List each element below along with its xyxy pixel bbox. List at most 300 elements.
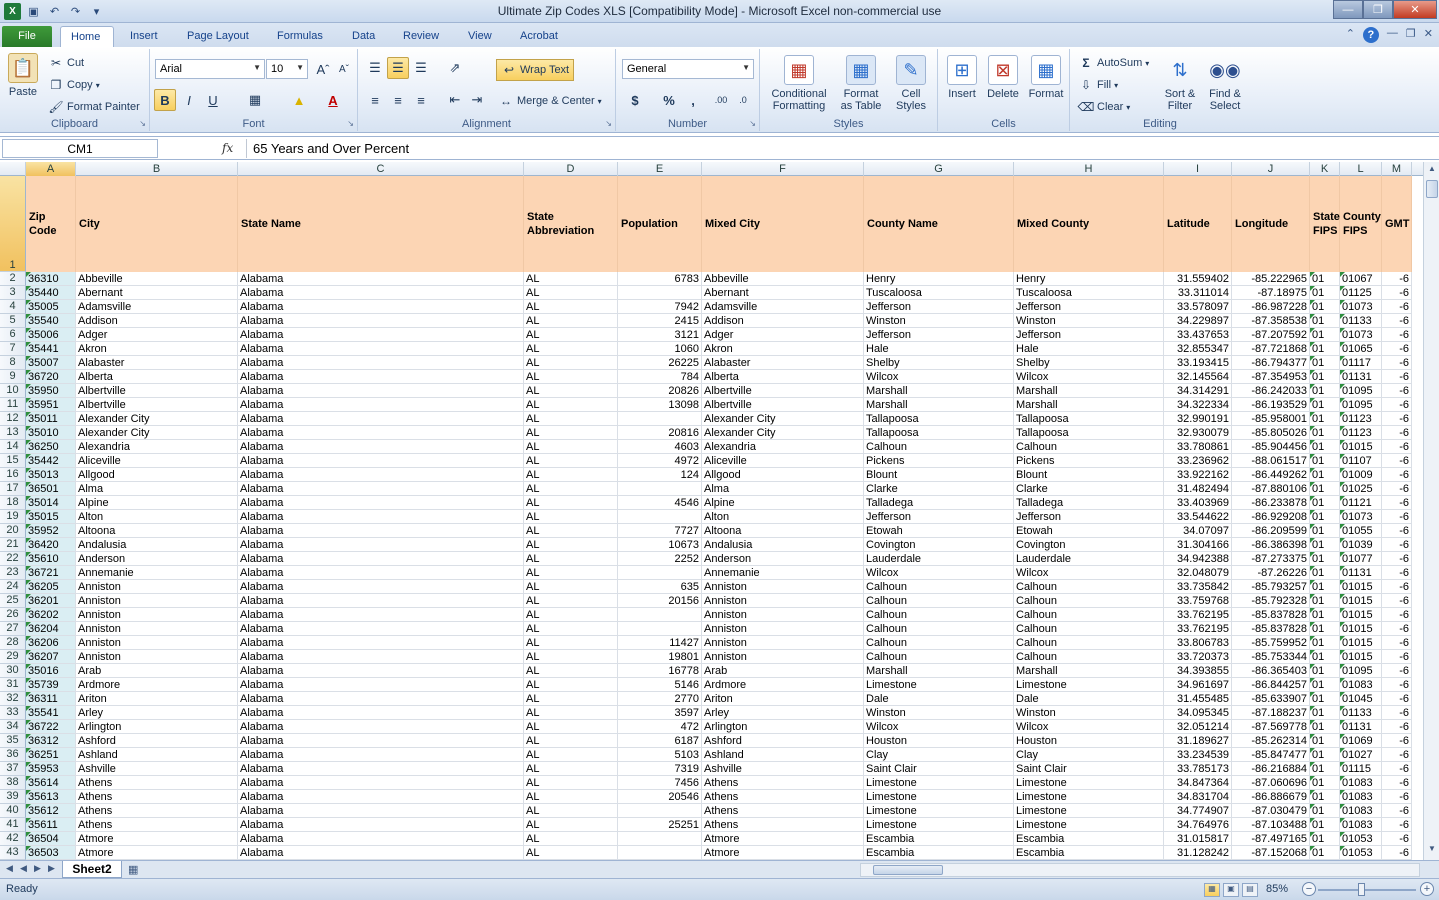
cell[interactable]: -87.569778: [1232, 720, 1310, 734]
cell[interactable]: 36207: [26, 650, 76, 664]
page-layout-view-icon[interactable]: ▣: [1223, 883, 1239, 897]
cell[interactable]: Annemanie: [76, 566, 238, 580]
cell[interactable]: -6: [1382, 762, 1412, 776]
cell[interactable]: Alabama: [238, 762, 524, 776]
cell[interactable]: Arlington: [76, 720, 238, 734]
cell[interactable]: 01: [1310, 328, 1340, 342]
font-name-combo[interactable]: Arial ▼: [155, 59, 265, 79]
cell[interactable]: 34.764976: [1164, 818, 1232, 832]
cell[interactable]: 01: [1310, 468, 1340, 482]
copy-button[interactable]: ❐ Copy ▾: [48, 77, 100, 93]
cell[interactable]: Jefferson: [1014, 328, 1164, 342]
cell[interactable]: 33.785173: [1164, 762, 1232, 776]
cell[interactable]: Alabama: [238, 692, 524, 706]
cell[interactable]: 01: [1310, 440, 1340, 454]
cell[interactable]: Alabama: [238, 566, 524, 580]
cell[interactable]: 01: [1310, 566, 1340, 580]
cell[interactable]: Marshall: [864, 384, 1014, 398]
cell[interactable]: 01067: [1340, 272, 1382, 286]
cell[interactable]: Limestone: [864, 678, 1014, 692]
cell[interactable]: 35739: [26, 678, 76, 692]
cell[interactable]: 01: [1310, 370, 1340, 384]
cell[interactable]: [618, 622, 702, 636]
cell[interactable]: Winston: [864, 314, 1014, 328]
cell[interactable]: Covington: [1014, 538, 1164, 552]
cell[interactable]: Alabama: [238, 706, 524, 720]
cell[interactable]: Lauderdale: [864, 552, 1014, 566]
cell[interactable]: Alexander City: [702, 412, 864, 426]
cell[interactable]: Alabama: [238, 370, 524, 384]
minimize-ribbon-icon[interactable]: ⌃: [1345, 28, 1355, 40]
delete-cells-button[interactable]: ⊠ Delete: [984, 55, 1022, 100]
cell[interactable]: AL: [524, 272, 618, 286]
align-middle-icon[interactable]: ☰: [387, 57, 409, 79]
cell[interactable]: Arlington: [702, 720, 864, 734]
clear-button[interactable]: ⌫ Clear ▾: [1077, 100, 1131, 114]
cell[interactable]: -6: [1382, 678, 1412, 692]
cell[interactable]: Alabama: [238, 286, 524, 300]
horizontal-scroll-thumb[interactable]: [873, 865, 943, 875]
cell[interactable]: -6: [1382, 328, 1412, 342]
cell[interactable]: -6: [1382, 720, 1412, 734]
next-sheet-icon[interactable]: ▶: [34, 863, 41, 873]
cell[interactable]: Tallapoosa: [864, 412, 1014, 426]
cell[interactable]: 36310: [26, 272, 76, 286]
cell[interactable]: Athens: [76, 776, 238, 790]
cell[interactable]: AL: [524, 566, 618, 580]
cell[interactable]: 01: [1310, 636, 1340, 650]
cell[interactable]: 35951: [26, 398, 76, 412]
cell[interactable]: 01: [1310, 496, 1340, 510]
scroll-up-icon[interactable]: ▲: [1428, 164, 1436, 173]
cell[interactable]: Marshall: [1014, 664, 1164, 678]
cell[interactable]: 32.048079: [1164, 566, 1232, 580]
cell[interactable]: Alabama: [238, 300, 524, 314]
cell[interactable]: 31.455485: [1164, 692, 1232, 706]
cell[interactable]: 01: [1310, 552, 1340, 566]
cell[interactable]: 01: [1310, 804, 1340, 818]
cell[interactable]: Henry: [1014, 272, 1164, 286]
tab-acrobat[interactable]: Acrobat: [520, 30, 558, 42]
cell[interactable]: Alabama: [238, 818, 524, 832]
cell[interactable]: -6: [1382, 510, 1412, 524]
row-header[interactable]: 7: [0, 342, 26, 356]
cell[interactable]: Ardmore: [702, 678, 864, 692]
cell[interactable]: Clarke: [1014, 482, 1164, 496]
row-header[interactable]: 37: [0, 762, 26, 776]
doc-restore-icon[interactable]: ❐: [1405, 28, 1416, 40]
cell[interactable]: Alton: [702, 510, 864, 524]
row-header[interactable]: 38: [0, 776, 26, 790]
cell[interactable]: -6: [1382, 426, 1412, 440]
cell[interactable]: Escambia: [864, 832, 1014, 846]
row-header[interactable]: 12: [0, 412, 26, 426]
cell[interactable]: 31.189627: [1164, 734, 1232, 748]
row-header[interactable]: 13: [0, 426, 26, 440]
cell[interactable]: Calhoun: [864, 650, 1014, 664]
cell[interactable]: Alabama: [238, 356, 524, 370]
column-header-j[interactable]: J: [1232, 162, 1310, 176]
cell[interactable]: -87.188237: [1232, 706, 1310, 720]
cell[interactable]: -87.207592: [1232, 328, 1310, 342]
header-cell[interactable]: Mixed County: [1014, 176, 1164, 272]
cell[interactable]: 36204: [26, 622, 76, 636]
header-cell[interactable]: Latitude: [1164, 176, 1232, 272]
cell[interactable]: 35614: [26, 776, 76, 790]
cell[interactable]: Alpine: [76, 496, 238, 510]
cell[interactable]: 33.762195: [1164, 608, 1232, 622]
cell[interactable]: 35005: [26, 300, 76, 314]
cell[interactable]: 34.774907: [1164, 804, 1232, 818]
cell[interactable]: 01: [1310, 412, 1340, 426]
row-header[interactable]: 32: [0, 692, 26, 706]
cell[interactable]: 35013: [26, 468, 76, 482]
column-header-f[interactable]: F: [702, 162, 864, 176]
header-cell[interactable]: Population: [618, 176, 702, 272]
cell[interactable]: 36503: [26, 846, 76, 860]
cell[interactable]: Tuscaloosa: [1014, 286, 1164, 300]
cell[interactable]: 36206: [26, 636, 76, 650]
cell[interactable]: -6: [1382, 706, 1412, 720]
cell[interactable]: 784: [618, 370, 702, 384]
close-button[interactable]: ✕: [1393, 0, 1437, 19]
cell[interactable]: 01015: [1340, 650, 1382, 664]
row-header[interactable]: 27: [0, 622, 26, 636]
cell[interactable]: 01025: [1340, 482, 1382, 496]
cell[interactable]: -6: [1382, 692, 1412, 706]
doc-close-icon[interactable]: ✕: [1423, 28, 1433, 40]
cell[interactable]: -87.880106: [1232, 482, 1310, 496]
cell[interactable]: 36722: [26, 720, 76, 734]
cell[interactable]: 3597: [618, 706, 702, 720]
formula-input[interactable]: 65 Years and Over Percent: [246, 139, 1425, 158]
cell[interactable]: Anniston: [702, 650, 864, 664]
cell[interactable]: 01125: [1340, 286, 1382, 300]
cell[interactable]: Andalusia: [76, 538, 238, 552]
cell[interactable]: 16778: [618, 664, 702, 678]
insert-cells-button[interactable]: ⊞ Insert: [944, 55, 980, 100]
cell[interactable]: 01015: [1340, 580, 1382, 594]
cell[interactable]: Limestone: [864, 790, 1014, 804]
row-header[interactable]: 4: [0, 300, 26, 314]
align-right-icon[interactable]: ≡: [417, 92, 425, 108]
cell[interactable]: Alexandria: [702, 440, 864, 454]
cell[interactable]: 36721: [26, 566, 76, 580]
row-header[interactable]: 2: [0, 272, 26, 286]
cell[interactable]: 01095: [1340, 384, 1382, 398]
tab-file[interactable]: File: [2, 26, 52, 47]
cell[interactable]: 01: [1310, 734, 1340, 748]
cell[interactable]: 01: [1310, 524, 1340, 538]
cell[interactable]: 01073: [1340, 510, 1382, 524]
cell[interactable]: -85.792328: [1232, 594, 1310, 608]
cell[interactable]: Marshall: [1014, 398, 1164, 412]
cell[interactable]: Athens: [702, 804, 864, 818]
cell[interactable]: Arab: [702, 664, 864, 678]
cell[interactable]: Saint Clair: [864, 762, 1014, 776]
cell[interactable]: Alabama: [238, 496, 524, 510]
cell[interactable]: 34.831704: [1164, 790, 1232, 804]
cell[interactable]: Alabama: [238, 636, 524, 650]
cell[interactable]: -86.193529: [1232, 398, 1310, 412]
cell[interactable]: Jefferson: [864, 328, 1014, 342]
cell[interactable]: -6: [1382, 566, 1412, 580]
cell[interactable]: 36311: [26, 692, 76, 706]
cell[interactable]: 25251: [618, 818, 702, 832]
cell[interactable]: Calhoun: [1014, 636, 1164, 650]
cell[interactable]: Alabama: [238, 426, 524, 440]
cell[interactable]: Ashville: [76, 762, 238, 776]
cell[interactable]: AL: [524, 482, 618, 496]
cell[interactable]: -6: [1382, 664, 1412, 678]
cell[interactable]: Abernant: [702, 286, 864, 300]
cell[interactable]: 33.437653: [1164, 328, 1232, 342]
cell[interactable]: 26225: [618, 356, 702, 370]
cell[interactable]: Alabama: [238, 398, 524, 412]
cell[interactable]: -87.103488: [1232, 818, 1310, 832]
cell[interactable]: Alabama: [238, 594, 524, 608]
cell[interactable]: 36205: [26, 580, 76, 594]
cell[interactable]: -86.844257: [1232, 678, 1310, 692]
cell[interactable]: [618, 510, 702, 524]
cell[interactable]: Alabama: [238, 510, 524, 524]
cell[interactable]: Anniston: [76, 650, 238, 664]
cell[interactable]: 01045: [1340, 692, 1382, 706]
cell[interactable]: -86.365403: [1232, 664, 1310, 678]
cell[interactable]: Marshall: [864, 398, 1014, 412]
cell[interactable]: 01: [1310, 538, 1340, 552]
cell[interactable]: -6: [1382, 314, 1412, 328]
cell[interactable]: Dale: [1014, 692, 1164, 706]
cell[interactable]: Allgood: [76, 468, 238, 482]
cell[interactable]: Clarke: [864, 482, 1014, 496]
column-header-b[interactable]: B: [76, 162, 238, 176]
cell[interactable]: 7319: [618, 762, 702, 776]
cell[interactable]: Alabama: [238, 454, 524, 468]
cell[interactable]: Ashland: [76, 748, 238, 762]
cell[interactable]: Anniston: [76, 580, 238, 594]
cell[interactable]: 35011: [26, 412, 76, 426]
cell[interactable]: 635: [618, 580, 702, 594]
cell[interactable]: Limestone: [864, 804, 1014, 818]
cell[interactable]: 36504: [26, 832, 76, 846]
cell[interactable]: 35541: [26, 706, 76, 720]
horizontal-scrollbar[interactable]: [860, 863, 1420, 877]
cell[interactable]: 1060: [618, 342, 702, 356]
cell[interactable]: -87.152068: [1232, 846, 1310, 860]
cell[interactable]: 36720: [26, 370, 76, 384]
normal-view-icon[interactable]: ▦: [1204, 883, 1220, 897]
cell[interactable]: 33.544622: [1164, 510, 1232, 524]
cell[interactable]: Calhoun: [864, 594, 1014, 608]
row-header[interactable]: 40: [0, 804, 26, 818]
cell[interactable]: -6: [1382, 650, 1412, 664]
cell[interactable]: 01123: [1340, 426, 1382, 440]
row-header[interactable]: 41: [0, 818, 26, 832]
cell[interactable]: AL: [524, 762, 618, 776]
cell[interactable]: 01015: [1340, 622, 1382, 636]
cell[interactable]: Abbeville: [702, 272, 864, 286]
cell[interactable]: 01: [1310, 594, 1340, 608]
cell[interactable]: 34.07097: [1164, 524, 1232, 538]
cell[interactable]: -86.233878: [1232, 496, 1310, 510]
cell[interactable]: Tallapoosa: [864, 426, 1014, 440]
cell[interactable]: AL: [524, 454, 618, 468]
cell[interactable]: 01055: [1340, 524, 1382, 538]
cell[interactable]: Atmore: [702, 846, 864, 860]
zoom-out-icon[interactable]: −: [1302, 882, 1316, 896]
cell[interactable]: 2252: [618, 552, 702, 566]
fill-color-icon[interactable]: ▲: [292, 92, 306, 108]
grow-font-icon[interactable]: Aˆ: [316, 61, 330, 77]
cell[interactable]: Calhoun: [1014, 650, 1164, 664]
percent-button[interactable]: %: [663, 92, 675, 108]
cell[interactable]: 36420: [26, 538, 76, 552]
cell[interactable]: Alabama: [238, 608, 524, 622]
tab-review[interactable]: Review: [403, 30, 440, 42]
cell[interactable]: 01083: [1340, 776, 1382, 790]
paste-button[interactable]: 📋 Paste: [6, 53, 40, 98]
cell[interactable]: 35610: [26, 552, 76, 566]
cell[interactable]: 3121: [618, 328, 702, 342]
cell[interactable]: Annemanie: [702, 566, 864, 580]
decrease-indent-icon[interactable]: ⇤: [449, 92, 461, 107]
cell[interactable]: 01077: [1340, 552, 1382, 566]
cell[interactable]: 33.234539: [1164, 748, 1232, 762]
row-header[interactable]: 42: [0, 832, 26, 846]
cell[interactable]: -86.209599: [1232, 524, 1310, 538]
undo-icon[interactable]: ↶: [49, 6, 60, 18]
cell[interactable]: AL: [524, 804, 618, 818]
sheet-tab-sheet2[interactable]: Sheet2: [62, 861, 122, 878]
row-header[interactable]: 31: [0, 678, 26, 692]
cell[interactable]: Pickens: [1014, 454, 1164, 468]
cell[interactable]: 01: [1310, 510, 1340, 524]
cell[interactable]: 01133: [1340, 706, 1382, 720]
cell[interactable]: 01: [1310, 622, 1340, 636]
cell-styles-button[interactable]: ✎ Cell Styles: [890, 55, 932, 112]
tab-insert[interactable]: Insert: [130, 30, 158, 42]
cell[interactable]: Talladega: [1014, 496, 1164, 510]
cell[interactable]: 01115: [1340, 762, 1382, 776]
cell[interactable]: Alabama: [238, 538, 524, 552]
cell[interactable]: -87.030479: [1232, 804, 1310, 818]
cell[interactable]: 01015: [1340, 608, 1382, 622]
cell[interactable]: [618, 804, 702, 818]
cell[interactable]: AL: [524, 720, 618, 734]
cell[interactable]: Albertville: [702, 398, 864, 412]
cell[interactable]: 31.304166: [1164, 538, 1232, 552]
cell[interactable]: -87.26226: [1232, 566, 1310, 580]
cell[interactable]: 01: [1310, 748, 1340, 762]
cell[interactable]: 33.735842: [1164, 580, 1232, 594]
cell[interactable]: -85.847477: [1232, 748, 1310, 762]
tab-formulas[interactable]: Formulas: [277, 30, 323, 42]
cell[interactable]: 34.314291: [1164, 384, 1232, 398]
cell[interactable]: Athens: [702, 776, 864, 790]
cell[interactable]: AL: [524, 650, 618, 664]
underline-button[interactable]: U: [208, 92, 218, 108]
cell[interactable]: Alabama: [238, 552, 524, 566]
cell[interactable]: 01: [1310, 818, 1340, 832]
cell[interactable]: -87.497165: [1232, 832, 1310, 846]
cell[interactable]: 34.847364: [1164, 776, 1232, 790]
cell[interactable]: 34.961697: [1164, 678, 1232, 692]
cell[interactable]: Wilcox: [864, 370, 1014, 384]
row-header[interactable]: 39: [0, 790, 26, 804]
cell[interactable]: 01: [1310, 832, 1340, 846]
cell[interactable]: Alabaster: [76, 356, 238, 370]
cell[interactable]: -85.633907: [1232, 692, 1310, 706]
cell[interactable]: AL: [524, 636, 618, 650]
cell[interactable]: Adamsville: [76, 300, 238, 314]
row-header[interactable]: 36: [0, 748, 26, 762]
cell[interactable]: 35950: [26, 384, 76, 398]
cell[interactable]: -86.386398: [1232, 538, 1310, 552]
cell[interactable]: -6: [1382, 496, 1412, 510]
cell[interactable]: -6: [1382, 286, 1412, 300]
cell[interactable]: Ashford: [702, 734, 864, 748]
cell[interactable]: Alabama: [238, 748, 524, 762]
cell[interactable]: -6: [1382, 370, 1412, 384]
help-icon[interactable]: ?: [1363, 27, 1379, 43]
cell[interactable]: Athens: [76, 804, 238, 818]
conditional-formatting-button[interactable]: ▦ Conditional Formatting: [766, 55, 832, 112]
cell[interactable]: 01: [1310, 454, 1340, 468]
cell[interactable]: AL: [524, 776, 618, 790]
cell[interactable]: Arab: [76, 664, 238, 678]
select-all-corner[interactable]: [0, 162, 26, 176]
cell[interactable]: 33.922162: [1164, 468, 1232, 482]
cell[interactable]: Alabama: [238, 804, 524, 818]
cell[interactable]: 35613: [26, 790, 76, 804]
orientation-icon[interactable]: ⇗: [449, 60, 461, 75]
cell[interactable]: 36250: [26, 440, 76, 454]
cell[interactable]: 20826: [618, 384, 702, 398]
row-header[interactable]: 23: [0, 566, 26, 580]
cell[interactable]: Alabama: [238, 734, 524, 748]
row-header[interactable]: 34: [0, 720, 26, 734]
cell[interactable]: [618, 482, 702, 496]
cell[interactable]: 31.128242: [1164, 846, 1232, 860]
cell[interactable]: 01: [1310, 314, 1340, 328]
cell[interactable]: -6: [1382, 440, 1412, 454]
sort-filter-button[interactable]: ⇅ Sort & Filter: [1160, 55, 1200, 112]
cell[interactable]: AL: [524, 580, 618, 594]
zoom-level[interactable]: 85%: [1266, 883, 1289, 895]
row-header[interactable]: 6: [0, 328, 26, 342]
cell[interactable]: AL: [524, 426, 618, 440]
cell[interactable]: Jefferson: [864, 300, 1014, 314]
cell[interactable]: 01: [1310, 482, 1340, 496]
cell[interactable]: 01073: [1340, 328, 1382, 342]
cell[interactable]: Akron: [702, 342, 864, 356]
cell[interactable]: -85.904456: [1232, 440, 1310, 454]
cell[interactable]: 01107: [1340, 454, 1382, 468]
cell[interactable]: 01131: [1340, 720, 1382, 734]
alignment-dialog-launcher-icon[interactable]: ↘: [605, 119, 612, 128]
cell[interactable]: Alabaster: [702, 356, 864, 370]
cell[interactable]: Calhoun: [1014, 440, 1164, 454]
cell[interactable]: Alabama: [238, 412, 524, 426]
cell[interactable]: 36201: [26, 594, 76, 608]
cell[interactable]: -6: [1382, 790, 1412, 804]
cell[interactable]: 01: [1310, 790, 1340, 804]
row-header[interactable]: 9: [0, 370, 26, 384]
cell[interactable]: Wilcox: [864, 566, 1014, 580]
cell[interactable]: 34.393855: [1164, 664, 1232, 678]
cell[interactable]: 35612: [26, 804, 76, 818]
